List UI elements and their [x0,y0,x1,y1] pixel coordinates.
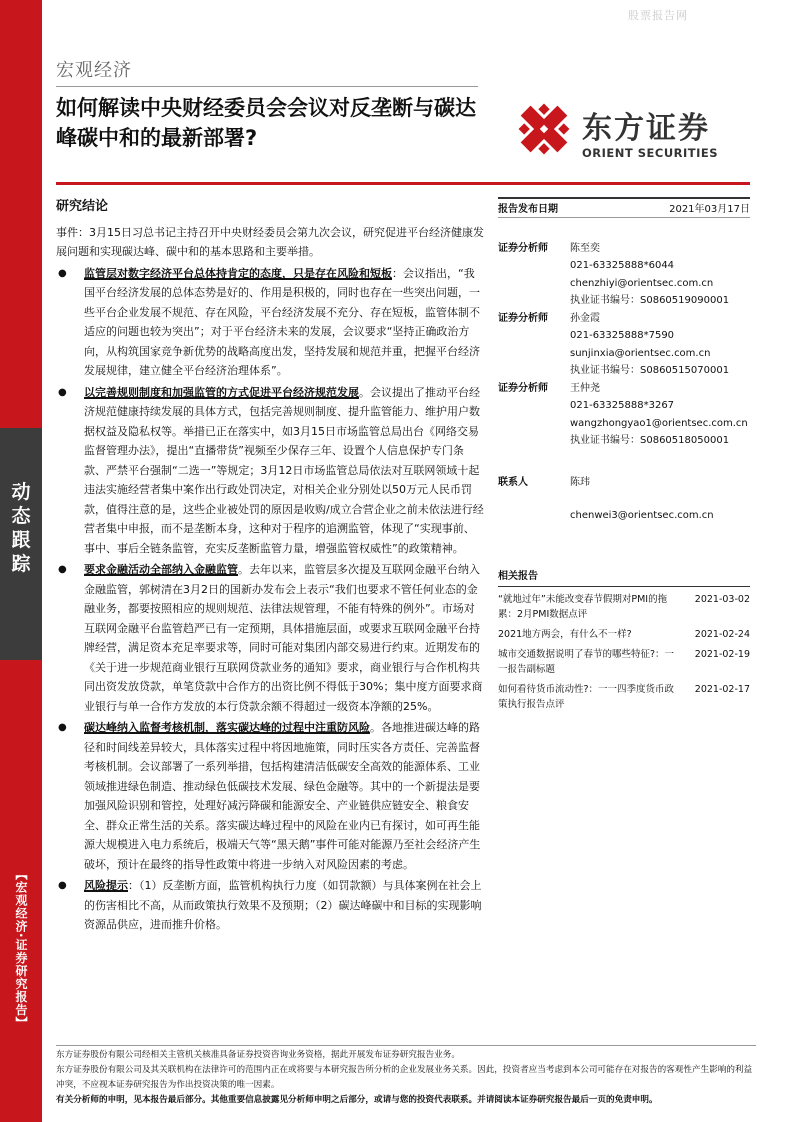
analyst-email[interactable]: chenzhiyi@orientsec.com.cn [570,277,714,289]
analyst-name: 孙金霞 [570,312,600,324]
logo-name-cn: 东方证券 [582,111,710,146]
related-report-title: 2021地方两会，有什么不一样? [498,628,632,640]
bullet-lead: 碳达峰纳入监督考核机制，落实碳达峰的过程中注重防风险 [84,721,370,734]
related-reports [498,567,750,712]
related-report-item[interactable] [498,592,750,622]
related-report-date: 2021-03-02 [694,593,750,605]
analyst-license: 执业证书编号：S0860519090001 [570,295,730,306]
conclusion-heading: 研究结论 [56,199,109,214]
report-type-label: 动态跟踪 [11,481,31,575]
related-report-title: “就地过年”未能改变春节假期对PMI的拖累：2月PMI数据点评 [498,593,668,620]
analyst-role: 证券分析师 [498,312,548,324]
analyst-phone: 021-63325888*7590 [570,330,675,341]
related-report-item[interactable] [498,627,750,642]
footer-license-line: 东方证券股份有限公司经相关主管机关核准具备证券投资咨询业务资格，据此开展发布证券研究报告业务。 [56,1050,460,1060]
related-heading: 相关报告 [498,567,750,587]
bullet-lead: 要求金融活动全部纳入金融监管 [84,563,238,576]
bullet-item [56,876,484,935]
disclaimer-footer [56,1045,756,1108]
bullet-item [56,718,484,874]
bullet-body: ：（1）反垄断方面，监管机构执行力度（如罚款额）与具体案例在社会上的伤害相比不高，从而政策执行效果不及预期；（2）碳达峰碳中和目标的实现影响资源品供应，进而推升价格。 [84,879,482,931]
section-label: 宏观经济 [56,60,132,81]
bullet-body: 。会议提出了推动平台经济规范健康持续发展的具体方式，包括完善规则制度、提升监管能力、维护用户数据权益及隐私权等。举措已正在落实中，如3月15日市场监管总局出台《网络交易监督管理办法》，提出“直播带货”视频至少保存三年、设置个人信息保护专门条款、严禁平台强制“二选一”等规定；3月12日市场监管总局依法对互联网领域十起违法实施经营者集中案作出行政处罚决定，对相关企业分别处以50万元人民币罚款，值得注意的是，这些企业被处罚的原因是收购/成立合营企业之前未依法进行经营者集中申报，而不是垄断本身，这种对于程序的追溯监管，体现了“实现事前、事中、事后全链条监管，充实反垄断监管力量，增强监管权威性”的政策精神。 [84,385,484,555]
analyst-block [498,380,750,450]
contact-name: 陈玮 [570,476,590,488]
analyst-email[interactable]: sunjinxia@orientsec.com.cn [570,347,711,359]
header-divider [56,86,478,87]
analyst-email[interactable]: wangzhongyao1@orientsec.com.cn [570,417,748,429]
footer-notice-line: 有关分析师的申明，见本报告最后部分。其他重要信息披露见分析师申明之后部分，或请与您的投资代表联系。并请阅读本证券研究报告最后一页的免责申明。 [56,1095,658,1105]
footer-conflict-line: 东方证券股份有限公司及其关联机构在法律许可的范围内正在或将要与本研究报告所分析的企业发展业务关系。因此，投资者应当考虑到本公司可能存在对报告的客观性产生影响的利益冲突，不应视本证券研究报告为作出投资决策的唯一因素。 [56,1065,753,1090]
contact-block [498,474,750,525]
related-report-title: 如何看待货币流动性?：一一四季度货币政策执行报告点评 [498,683,675,710]
bullet-item [56,383,484,559]
related-report-title: 城市交通数据说明了春节的哪些特征?：一一报告副标题 [498,648,675,675]
report-date-label: 报告发布日期 [498,204,558,215]
orient-logo-icon [514,99,574,159]
bullet-lead: 监管层对数字经济平台总体持肯定的态度，只是存在风险和短板 [84,266,392,280]
related-report-item[interactable] [498,647,750,677]
bullet-body: ：会议指出，“我国平台经济发展的总体态势是好的、作用是积极的，同时也存在一些突出问题，一些平台企业发展不规范、存在风险，平台经济发展不充分、存在短板，监管体制不适应的问题也较为突出”；对于平台经济未来的发展，会议要求“坚持正确政治方向，从构筑国家竞争新优势的战略高度出发，坚持发展和规范并重，把握平台经济发展规律，建立健全平台经济治理体系”。 [84,266,480,377]
analyst-role: 证券分析师 [498,382,548,394]
analyst-name: 陈至奕 [570,242,600,254]
analyst-license: 执业证书编号：S0860518050001 [570,435,730,446]
contact-email[interactable]: chenwei3@orientsec.com.cn [570,510,714,521]
bullet-body: 。去年以来，监管层多次提及互联网金融平台纳入金融监管，郭树清在3月2日的国新办发布会上表示“我们也要求不管任何业态的金融业务，都要按照相应的规则规范、法律法规管理，不能有特殊的例外”。市场对互联网金融平台监管趋严已有一定预期，具体措施层面，或要求互联网金融平台持牌经营，满足资本充足率要求等，同时可能对集团内部交易进行约束。近期发布的《关于进一步规范商业银行互联网贷款业务的通知》要求，商业银行与合作机构共同出资发放贷款，单笔贷款中合作方的出资比例不得低于30%；集中度方面要求商业银行与单一合作方发放的本行贷款余额不得超过一级资本净额的25%。 [84,563,483,713]
related-report-item[interactable] [498,682,750,712]
report-date-row [498,199,750,217]
bullet-body: 。各地推进碳达峰的路径和时间线差异较大，具体落实过程中将因地施策，同时压实各方责任、完善监督考核机制。会议部署了一系列举措，包括构建清洁低碳安全高效的能源体系、工业领域推进绿色制造、推动绿色低碳技术发展、绿色金融等。其中的一个新提法是要加强风险识别和管控，处理好减污降碳和能源安全、产业链供应链安全、粮食安全、群众正常生活的关系。落实碳达峰过程中的风险在业内已有探讨，如可再生能源大规模进入电力系统后，极端天气等“黑天鹅”事件可能对能源乃至社会经济产生破坏，预计在最终的指导性政策中将进一步纳入对风险因素的考虑。 [84,721,481,871]
related-report-date: 2021-02-17 [694,683,750,695]
watermark: 股票报告网 [628,9,688,22]
info-sidebar [498,197,750,712]
event-paragraph: 事件：3月15日习总书记主持召开中央财经委员会第九次会议，研究促进平台经济健康发展问题和实现碳达峰、碳中和的基本思路和主要举措。 [56,225,484,258]
analyst-phone: 021-63325888*6044 [570,260,675,271]
bullet-lead: 风险提示 [84,879,128,892]
related-report-date: 2021-02-24 [694,628,750,640]
header-red-rule [56,182,750,185]
analyst-phone: 021-63325888*3267 [570,400,675,411]
report-date-value: 2021年03月17日 [669,204,750,215]
bullet-item [56,264,484,381]
analyst-block [498,310,750,380]
analyst-name: 王仲尧 [570,382,600,394]
report-title: 如何解读中央财经委员会会议对反垄断与碳达峰碳中和的最新部署? [56,96,476,150]
logo-name-en: ORIENT SECURITIES [582,146,719,160]
research-conclusion [56,197,484,935]
related-report-date: 2021-02-19 [694,648,750,660]
sidebar-rule [498,217,750,218]
analyst-block [498,240,750,310]
contact-role: 联系人 [498,476,528,488]
bullet-item [56,560,484,716]
analyst-role: 证券分析师 [498,242,548,254]
report-category-tag: 【宏观经济·证券研究报告】 [14,868,28,1030]
bullet-lead: 以完善规则制度和加强监管的方式促进平台经济规范发展 [84,385,359,399]
analyst-license: 执业证书编号：S0860515070001 [570,365,730,376]
